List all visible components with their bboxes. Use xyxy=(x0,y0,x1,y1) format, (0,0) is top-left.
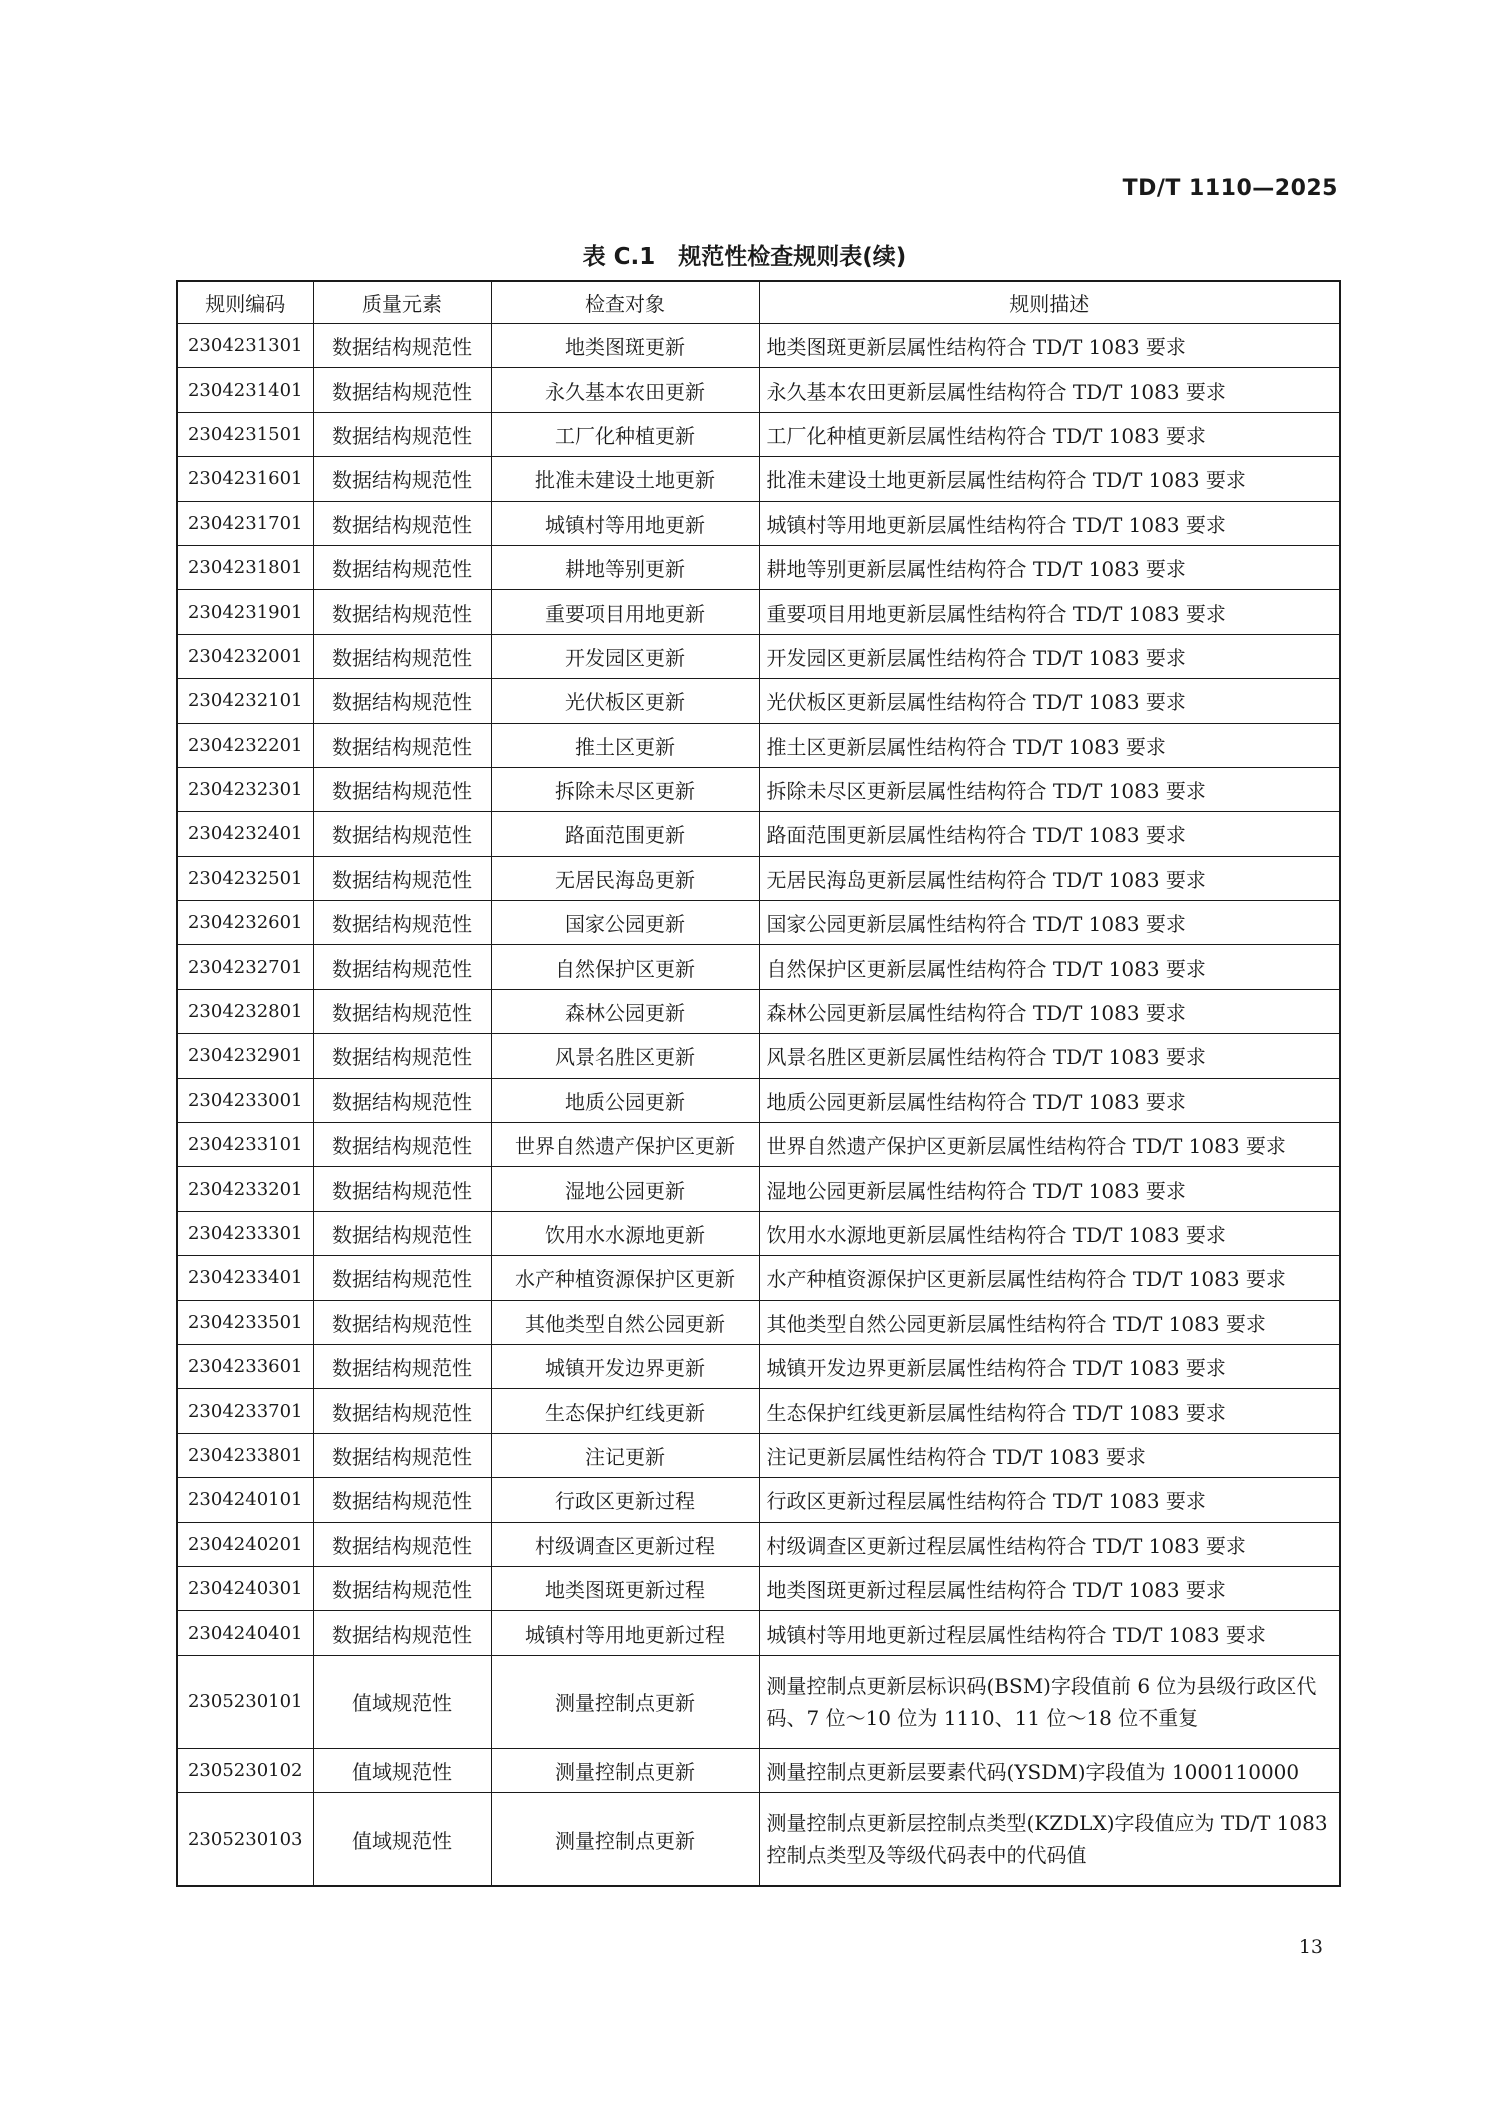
rule-code-cell: 2304231401 xyxy=(177,368,313,412)
rule-code-cell: 2305230103 xyxy=(177,1793,313,1887)
table-row xyxy=(177,590,1340,634)
table-row xyxy=(177,1655,1340,1748)
rule-code-cell: 2304233401 xyxy=(177,1256,313,1300)
table-row xyxy=(177,457,1340,501)
rule-code-cell: 2304231701 xyxy=(177,501,313,545)
column-header-code: 规则编码 xyxy=(177,281,313,324)
quality-element-cell: 数据结构规范性 xyxy=(313,457,491,501)
table-row xyxy=(177,901,1340,945)
rule-code-cell: 2304231601 xyxy=(177,457,313,501)
quality-element-cell: 数据结构规范性 xyxy=(313,1478,491,1522)
table-row xyxy=(177,501,1340,545)
quality-element-cell: 数据结构规范性 xyxy=(313,767,491,811)
table-row xyxy=(177,1256,1340,1300)
rule-description-cell: 村级调查区更新过程层属性结构符合 TD/T 1083 要求 xyxy=(759,1522,1340,1566)
rule-code-cell: 2304232901 xyxy=(177,1034,313,1078)
table-body xyxy=(177,324,1340,1887)
rule-code-cell: 2304240301 xyxy=(177,1566,313,1610)
quality-element-cell: 数据结构规范性 xyxy=(313,1167,491,1211)
page-number: 13 xyxy=(1298,1936,1323,1958)
rule-description-cell: 耕地等别更新层属性结构符合 TD/T 1083 要求 xyxy=(759,545,1340,589)
rule-code-cell: 2304232201 xyxy=(177,723,313,767)
standard-code: TD/T 1110—2025 xyxy=(1122,176,1338,201)
rule-description-cell: 城镇开发边界更新层属性结构符合 TD/T 1083 要求 xyxy=(759,1344,1340,1388)
rule-code-cell: 2304233301 xyxy=(177,1211,313,1255)
rule-code-cell: 2304232001 xyxy=(177,634,313,678)
rule-description-cell: 湿地公园更新层属性结构符合 TD/T 1083 要求 xyxy=(759,1167,1340,1211)
check-object-cell: 水产种植资源保护区更新 xyxy=(491,1256,759,1300)
rule-code-cell: 2304240401 xyxy=(177,1611,313,1655)
check-object-cell: 地质公园更新 xyxy=(491,1078,759,1122)
table-row xyxy=(177,767,1340,811)
rule-code-cell: 2304231901 xyxy=(177,590,313,634)
quality-element-cell: 数据结构规范性 xyxy=(313,1522,491,1566)
check-object-cell: 国家公园更新 xyxy=(491,901,759,945)
check-object-cell: 测量控制点更新 xyxy=(491,1655,759,1748)
rule-code-cell: 2304232701 xyxy=(177,945,313,989)
table-row xyxy=(177,1611,1340,1655)
check-object-cell: 测量控制点更新 xyxy=(491,1793,759,1887)
check-object-cell: 重要项目用地更新 xyxy=(491,590,759,634)
table-header-row xyxy=(177,281,1340,324)
rule-code-cell: 2304232501 xyxy=(177,856,313,900)
rule-code-cell: 2304232101 xyxy=(177,679,313,723)
check-object-cell: 注记更新 xyxy=(491,1433,759,1477)
table-row xyxy=(177,1344,1340,1388)
quality-element-cell: 数据结构规范性 xyxy=(313,412,491,456)
check-object-cell: 饮用水水源地更新 xyxy=(491,1211,759,1255)
quality-element-cell: 数据结构规范性 xyxy=(313,1300,491,1344)
check-object-cell: 自然保护区更新 xyxy=(491,945,759,989)
rule-description-cell: 地类图斑更新过程层属性结构符合 TD/T 1083 要求 xyxy=(759,1566,1340,1610)
quality-element-cell: 数据结构规范性 xyxy=(313,501,491,545)
rule-description-cell: 饮用水水源地更新层属性结构符合 TD/T 1083 要求 xyxy=(759,1211,1340,1255)
table-row xyxy=(177,1433,1340,1477)
quality-element-cell: 数据结构规范性 xyxy=(313,1566,491,1610)
rule-code-cell: 2304232601 xyxy=(177,901,313,945)
check-object-cell: 村级调查区更新过程 xyxy=(491,1522,759,1566)
quality-element-cell: 数据结构规范性 xyxy=(313,1611,491,1655)
rule-code-cell: 2304233201 xyxy=(177,1167,313,1211)
quality-element-cell: 数据结构规范性 xyxy=(313,324,491,368)
check-object-cell: 永久基本农田更新 xyxy=(491,368,759,412)
rule-description-cell: 路面范围更新层属性结构符合 TD/T 1083 要求 xyxy=(759,812,1340,856)
rule-description-cell: 测量控制点更新层控制点类型(KZDLX)字段值应为 TD/T 1083 控制点类型及等级代码表中的代码值 xyxy=(759,1793,1340,1887)
rule-description-cell: 拆除未尽区更新层属性结构符合 TD/T 1083 要求 xyxy=(759,767,1340,811)
table-row xyxy=(177,1793,1340,1887)
quality-element-cell: 数据结构规范性 xyxy=(313,723,491,767)
rule-description-cell: 开发园区更新层属性结构符合 TD/T 1083 要求 xyxy=(759,634,1340,678)
table-row xyxy=(177,1078,1340,1122)
column-header-check-object: 检查对象 xyxy=(491,281,759,324)
table-row xyxy=(177,945,1340,989)
check-object-cell: 城镇村等用地更新 xyxy=(491,501,759,545)
table-row xyxy=(177,634,1340,678)
rule-code-cell: 2304240201 xyxy=(177,1522,313,1566)
rule-description-cell: 城镇村等用地更新层属性结构符合 TD/T 1083 要求 xyxy=(759,501,1340,545)
rule-code-cell: 2304233601 xyxy=(177,1344,313,1388)
quality-element-cell: 数据结构规范性 xyxy=(313,1344,491,1388)
quality-element-cell: 值域规范性 xyxy=(313,1793,491,1887)
table-row xyxy=(177,812,1340,856)
check-object-cell: 风景名胜区更新 xyxy=(491,1034,759,1078)
rule-code-cell: 2304231501 xyxy=(177,412,313,456)
check-object-cell: 城镇开发边界更新 xyxy=(491,1344,759,1388)
rule-description-cell: 地类图斑更新层属性结构符合 TD/T 1083 要求 xyxy=(759,324,1340,368)
quality-element-cell: 数据结构规范性 xyxy=(313,1433,491,1477)
quality-element-cell: 数据结构规范性 xyxy=(313,634,491,678)
rules-table xyxy=(176,280,1341,1887)
check-object-cell: 世界自然遗产保护区更新 xyxy=(491,1123,759,1167)
rule-description-cell: 行政区更新过程层属性结构符合 TD/T 1083 要求 xyxy=(759,1478,1340,1522)
table-row xyxy=(177,1748,1340,1792)
quality-element-cell: 数据结构规范性 xyxy=(313,1389,491,1433)
rule-description-cell: 测量控制点更新层标识码(BSM)字段值前 6 位为县级行政区代码、7 位～10 位为 1110、11 位～18 位不重复 xyxy=(759,1655,1340,1748)
quality-element-cell: 数据结构规范性 xyxy=(313,1123,491,1167)
check-object-cell: 路面范围更新 xyxy=(491,812,759,856)
quality-element-cell: 数据结构规范性 xyxy=(313,1034,491,1078)
quality-element-cell: 数据结构规范性 xyxy=(313,1211,491,1255)
quality-element-cell: 数据结构规范性 xyxy=(313,679,491,723)
rule-description-cell: 批准未建设土地更新层属性结构符合 TD/T 1083 要求 xyxy=(759,457,1340,501)
quality-element-cell: 数据结构规范性 xyxy=(313,368,491,412)
rule-description-cell: 注记更新层属性结构符合 TD/T 1083 要求 xyxy=(759,1433,1340,1477)
rule-code-cell: 2304231801 xyxy=(177,545,313,589)
table-row xyxy=(177,1389,1340,1433)
check-object-cell: 光伏板区更新 xyxy=(491,679,759,723)
table-row xyxy=(177,679,1340,723)
table-row xyxy=(177,1034,1340,1078)
table-row xyxy=(177,1522,1340,1566)
rule-description-cell: 重要项目用地更新层属性结构符合 TD/T 1083 要求 xyxy=(759,590,1340,634)
rule-code-cell: 2305230102 xyxy=(177,1748,313,1792)
quality-element-cell: 数据结构规范性 xyxy=(313,989,491,1033)
rule-description-cell: 水产种植资源保护区更新层属性结构符合 TD/T 1083 要求 xyxy=(759,1256,1340,1300)
rule-code-cell: 2304231301 xyxy=(177,324,313,368)
check-object-cell: 其他类型自然公园更新 xyxy=(491,1300,759,1344)
quality-element-cell: 数据结构规范性 xyxy=(313,856,491,900)
table-row xyxy=(177,989,1340,1033)
rule-description-cell: 光伏板区更新层属性结构符合 TD/T 1083 要求 xyxy=(759,679,1340,723)
rule-description-cell: 城镇村等用地更新过程层属性结构符合 TD/T 1083 要求 xyxy=(759,1611,1340,1655)
check-object-cell: 耕地等别更新 xyxy=(491,545,759,589)
rule-description-cell: 风景名胜区更新层属性结构符合 TD/T 1083 要求 xyxy=(759,1034,1340,1078)
table-row xyxy=(177,856,1340,900)
rule-code-cell: 2304233701 xyxy=(177,1389,313,1433)
check-object-cell: 湿地公园更新 xyxy=(491,1167,759,1211)
check-object-cell: 批准未建设土地更新 xyxy=(491,457,759,501)
quality-element-cell: 数据结构规范性 xyxy=(313,590,491,634)
rule-code-cell: 2304233501 xyxy=(177,1300,313,1344)
table-row xyxy=(177,1167,1340,1211)
check-object-cell: 城镇村等用地更新过程 xyxy=(491,1611,759,1655)
check-object-cell: 行政区更新过程 xyxy=(491,1478,759,1522)
rule-code-cell: 2305230101 xyxy=(177,1655,313,1748)
rule-description-cell: 其他类型自然公园更新层属性结构符合 TD/T 1083 要求 xyxy=(759,1300,1340,1344)
rule-code-cell: 2304233801 xyxy=(177,1433,313,1477)
check-object-cell: 地类图斑更新过程 xyxy=(491,1566,759,1610)
rule-code-cell: 2304232801 xyxy=(177,989,313,1033)
column-header-quality-element: 质量元素 xyxy=(313,281,491,324)
quality-element-cell: 数据结构规范性 xyxy=(313,1256,491,1300)
table-row xyxy=(177,412,1340,456)
quality-element-cell: 数据结构规范性 xyxy=(313,1078,491,1122)
table-row xyxy=(177,1211,1340,1255)
table-row xyxy=(177,545,1340,589)
rule-description-cell: 工厂化种植更新层属性结构符合 TD/T 1083 要求 xyxy=(759,412,1340,456)
rule-code-cell: 2304233001 xyxy=(177,1078,313,1122)
rule-description-cell: 测量控制点更新层要素代码(YSDM)字段值为 1000110000 xyxy=(759,1748,1340,1792)
check-object-cell: 拆除未尽区更新 xyxy=(491,767,759,811)
quality-element-cell: 数据结构规范性 xyxy=(313,901,491,945)
rule-description-cell: 无居民海岛更新层属性结构符合 TD/T 1083 要求 xyxy=(759,856,1340,900)
table-row xyxy=(177,1123,1340,1167)
check-object-cell: 无居民海岛更新 xyxy=(491,856,759,900)
rule-description-cell: 永久基本农田更新层属性结构符合 TD/T 1083 要求 xyxy=(759,368,1340,412)
quality-element-cell: 值域规范性 xyxy=(313,1655,491,1748)
table-row xyxy=(177,1300,1340,1344)
quality-element-cell: 值域规范性 xyxy=(313,1748,491,1792)
rule-code-cell: 2304233101 xyxy=(177,1123,313,1167)
table-row xyxy=(177,368,1340,412)
table-title: 表 C.1 规范性检查规则表(续) xyxy=(582,244,907,270)
check-object-cell: 测量控制点更新 xyxy=(491,1748,759,1792)
check-object-cell: 生态保护红线更新 xyxy=(491,1389,759,1433)
check-object-cell: 工厂化种植更新 xyxy=(491,412,759,456)
rule-description-cell: 地质公园更新层属性结构符合 TD/T 1083 要求 xyxy=(759,1078,1340,1122)
rule-code-cell: 2304232401 xyxy=(177,812,313,856)
rule-code-cell: 2304240101 xyxy=(177,1478,313,1522)
table-row xyxy=(177,1566,1340,1610)
rule-description-cell: 生态保护红线更新层属性结构符合 TD/T 1083 要求 xyxy=(759,1389,1340,1433)
rule-description-cell: 推土区更新层属性结构符合 TD/T 1083 要求 xyxy=(759,723,1340,767)
quality-element-cell: 数据结构规范性 xyxy=(313,945,491,989)
check-object-cell: 森林公园更新 xyxy=(491,989,759,1033)
table-row xyxy=(177,723,1340,767)
table-row xyxy=(177,324,1340,368)
rule-description-cell: 国家公园更新层属性结构符合 TD/T 1083 要求 xyxy=(759,901,1340,945)
rule-description-cell: 世界自然遗产保护区更新层属性结构符合 TD/T 1083 要求 xyxy=(759,1123,1340,1167)
table-row xyxy=(177,1478,1340,1522)
rule-description-cell: 自然保护区更新层属性结构符合 TD/T 1083 要求 xyxy=(759,945,1340,989)
check-object-cell: 地类图斑更新 xyxy=(491,324,759,368)
column-header-description: 规则描述 xyxy=(759,281,1340,324)
rule-code-cell: 2304232301 xyxy=(177,767,313,811)
check-object-cell: 开发园区更新 xyxy=(491,634,759,678)
quality-element-cell: 数据结构规范性 xyxy=(313,545,491,589)
quality-element-cell: 数据结构规范性 xyxy=(313,812,491,856)
rule-description-cell: 森林公园更新层属性结构符合 TD/T 1083 要求 xyxy=(759,989,1340,1033)
check-object-cell: 推土区更新 xyxy=(491,723,759,767)
